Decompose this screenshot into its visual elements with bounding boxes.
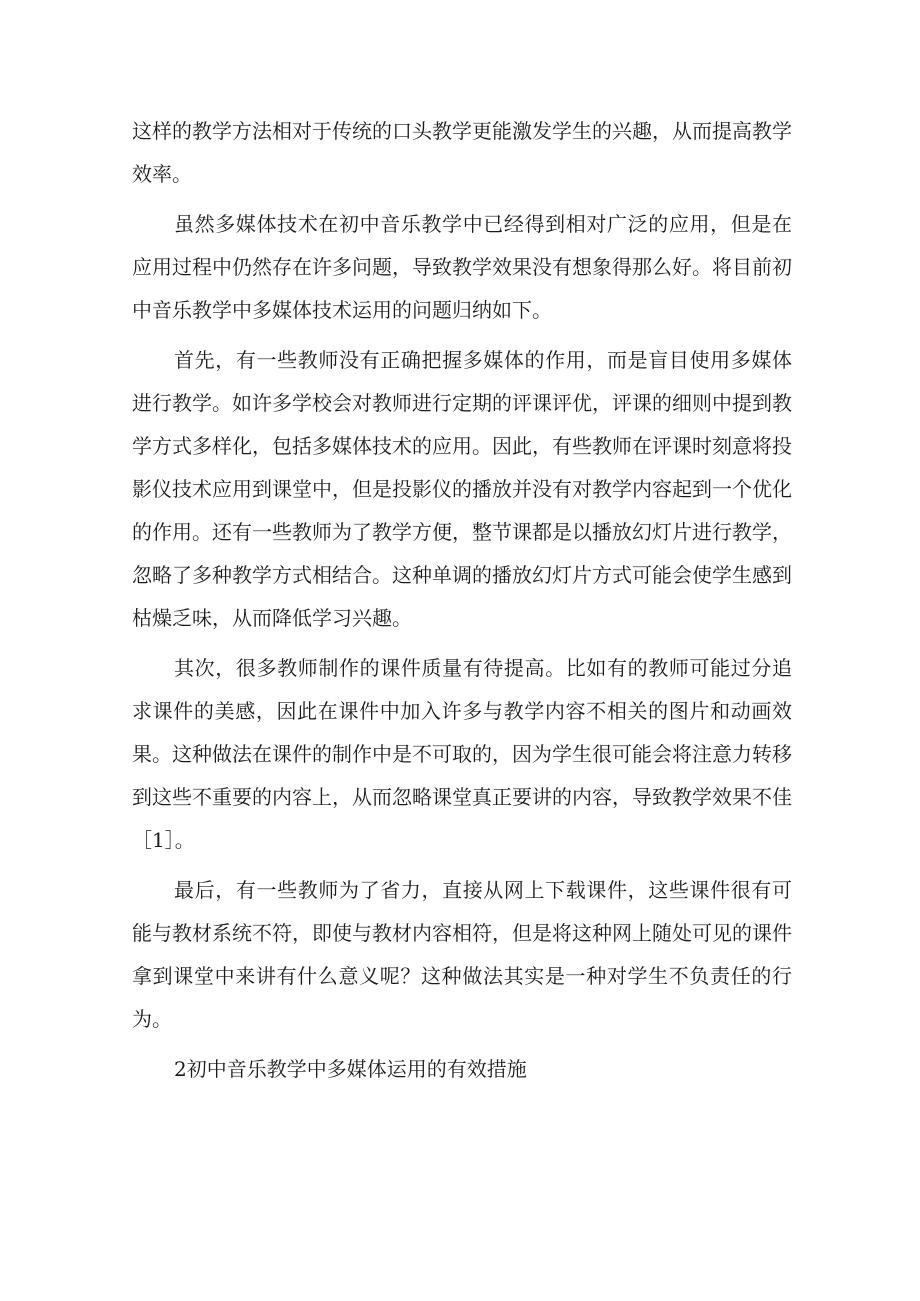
- body-text: [132, 110, 792, 1098]
- section-heading: 2初中音乐教学中多媒体运用的有效措施: [174, 1057, 527, 1081]
- paragraph-last-problem: 最后，有一些教师为了省力，直接从网上下载课件，这些课件很有可能与教材系统不符，即使与教材内容相符，但是将这种网上随处可见的课件拿到课堂中来讲有什么意义呢？这种做法其实是一种对学生不负责任的行为。: [132, 878, 792, 1031]
- paragraph-multimedia-problems-intro: 虽然多媒体技术在初中音乐教学中已经得到相对广泛的应用，但是在应用过程中仍然存在许多问题，导致教学效果没有想象得那么好。将目前初中音乐教学中多媒体技术运用的问题归纳如下。: [132, 212, 792, 322]
- paragraph-continuation: 这样的教学方法相对于传统的口头教学更能激发学生的兴趣，从而提高教学效率。: [132, 119, 792, 186]
- paragraph-first-problem: 首先，有一些教师没有正确把握多媒体的作用，而是盲目使用多媒体进行教学。如许多学校会对教师进行定期的评课评优，评课的细则中提到教学方式多样化，包括多媒体技术的应用。因此，有些教师在评课时刻意将投影仪技术应用到课堂中，但是投影仪的播放并没有对教学内容起到一个优化的作用。还有一些教师为了教学方便，整节课都是以播放幻灯片进行教学，忽略了多种教学方式相结合。这种单调的播放幻灯片方式可能会使学生感到枯燥乏味，从而降低学习兴趣。: [132, 348, 792, 630]
- paragraph-second-problem: 其次，很多教师制作的课件质量有待提高。比如有的教师可能过分追求课件的美感，因此在课件中加入许多与教学内容不相关的图片和动画效果。这种做法在课件的制作中是不可取的，因为学生很可能会将注意力转移到这些不重要的内容上，从而忽略课堂真正要讲的内容，导致教学效果不佳［1］。: [132, 656, 792, 852]
